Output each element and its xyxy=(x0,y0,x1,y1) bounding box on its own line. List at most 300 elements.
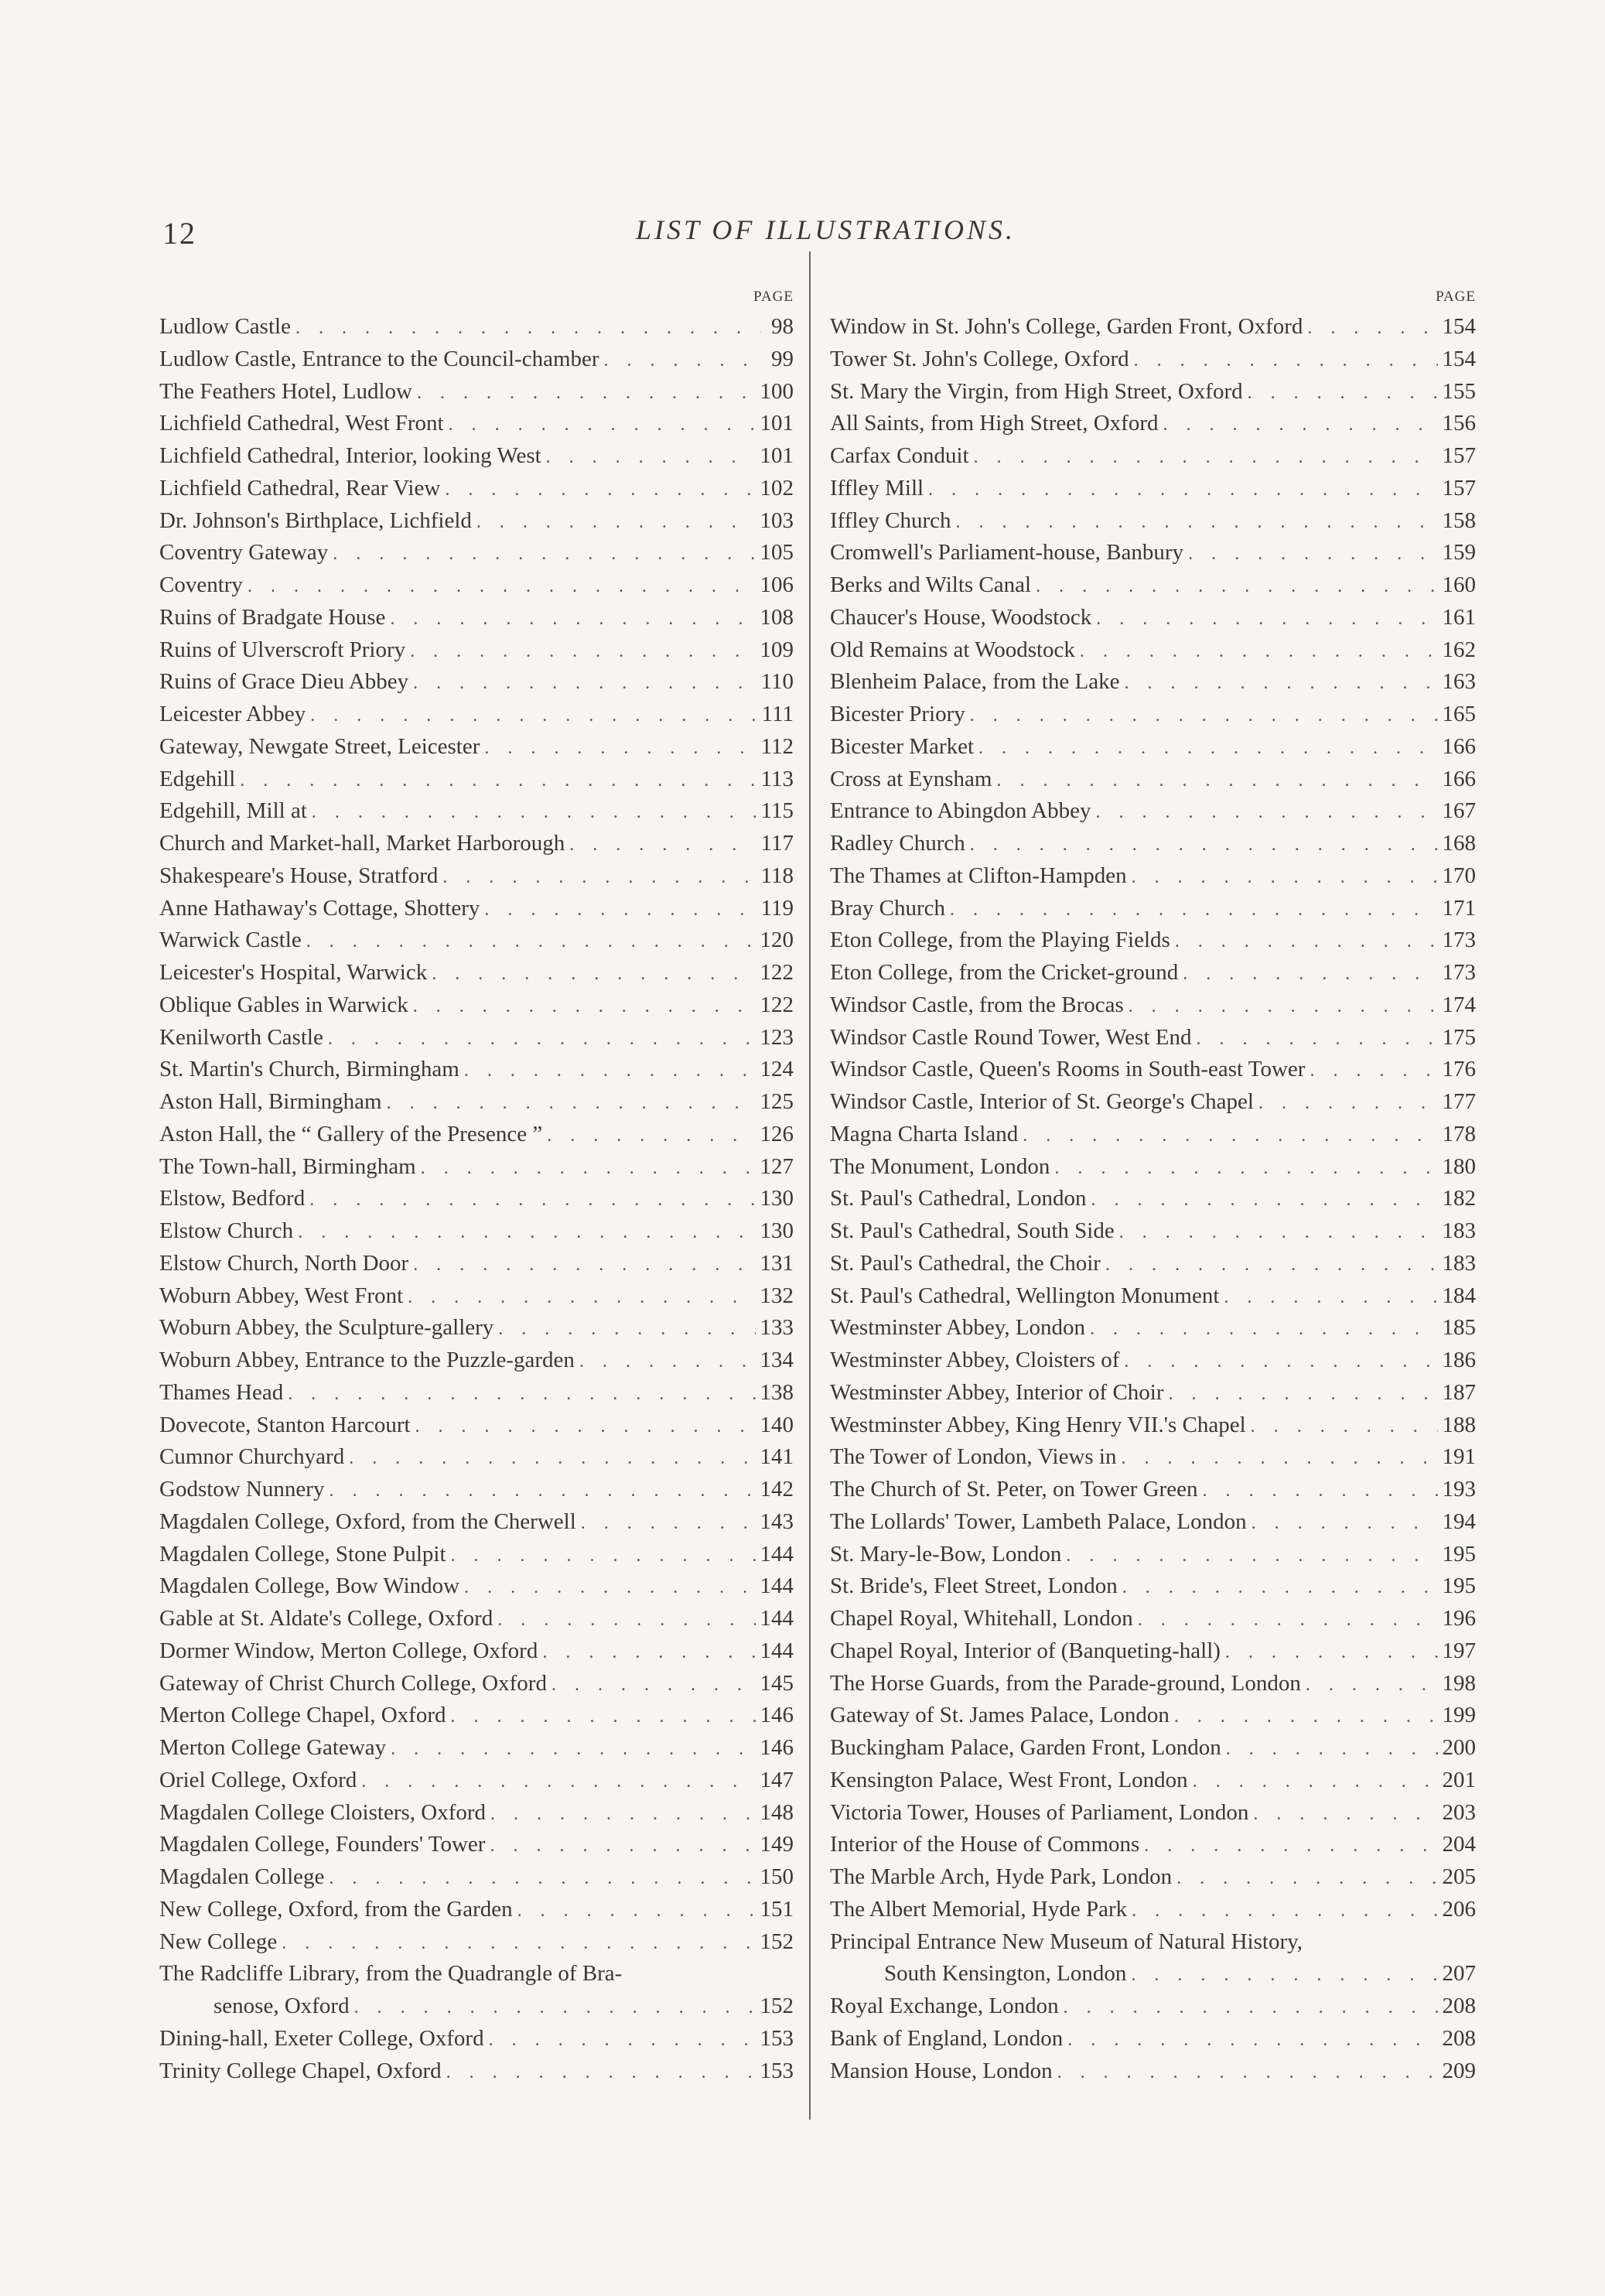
list-item xyxy=(830,408,1476,440)
dot-leader xyxy=(1193,1766,1438,1799)
illustration-title: Westminster Abbey, Cloisters of xyxy=(830,1348,1120,1372)
page-reference: 166 xyxy=(1442,766,1476,791)
list-item xyxy=(830,634,1476,667)
page-reference: 160 xyxy=(1442,572,1476,597)
page-reference: 141 xyxy=(760,1444,794,1470)
list-item xyxy=(830,537,1476,569)
page-column-label: PAGE xyxy=(753,289,794,305)
illustration-title: senose, Oxford xyxy=(213,1994,350,2018)
dot-leader xyxy=(1132,1895,1437,1928)
dot-leader xyxy=(1176,1863,1437,1895)
page-number: 12 xyxy=(162,216,196,251)
list-item xyxy=(830,1280,1476,1313)
illustration-title: Interior of the House of Commons xyxy=(830,1832,1140,1857)
illustration-title: St. Paul's Cathedral, South Side xyxy=(830,1218,1115,1243)
list-item xyxy=(159,343,794,376)
list-item xyxy=(830,1215,1476,1248)
list-item xyxy=(830,2055,1476,2088)
illustration-title: Windsor Castle, Queen's Rooms in South-east Tower xyxy=(830,1057,1306,1082)
list-item xyxy=(830,1506,1476,1539)
illustration-title: St. Paul's Cathedral, the Choir xyxy=(830,1250,1101,1276)
illustration-title: St. Paul's Cathedral, Wellington Monument xyxy=(830,1283,1220,1308)
page-reference: 193 xyxy=(1442,1477,1476,1502)
dot-leader xyxy=(1122,1572,1438,1604)
list-item xyxy=(159,1248,794,1280)
page-reference: 130 xyxy=(760,1218,794,1243)
list-item xyxy=(830,957,1476,989)
illustration-title: Entrance to Abingdon Abbey xyxy=(830,798,1091,824)
list-item xyxy=(159,764,794,796)
page-reference: 110 xyxy=(760,669,794,695)
page-reference: 138 xyxy=(760,1379,794,1405)
illustration-title: St. Bride's, Fleet Street, London xyxy=(830,1573,1118,1599)
page-reference: 156 xyxy=(1442,411,1476,436)
list-item xyxy=(830,311,1476,343)
dot-leader xyxy=(1119,1217,1438,1249)
illustration-title: St. Mary-le-Bow, London xyxy=(830,1541,1062,1567)
column-divider xyxy=(809,251,811,2120)
list-item xyxy=(830,1603,1476,1635)
list-item xyxy=(830,860,1476,893)
list-item xyxy=(830,1119,1476,1151)
dot-leader xyxy=(970,829,1438,862)
list-item xyxy=(159,828,794,860)
page-reference: 157 xyxy=(1442,475,1476,501)
right-column xyxy=(830,285,1476,2087)
list-item xyxy=(159,1506,794,1539)
illustration-title: Blenheim Palace, from the Lake xyxy=(830,669,1120,695)
list-item xyxy=(830,1022,1476,1054)
dot-leader xyxy=(1202,1475,1437,1508)
list-item xyxy=(159,1215,794,1248)
page-reference: 108 xyxy=(760,604,794,630)
list-item xyxy=(159,473,794,505)
list-item xyxy=(830,1248,1476,1280)
page-reference: 119 xyxy=(760,895,794,921)
illustration-list-left xyxy=(159,311,794,2087)
illustration-title: Mansion House, London xyxy=(830,2058,1053,2083)
dot-leader xyxy=(413,991,756,1023)
dot-leader xyxy=(579,1346,756,1379)
page-reference: 203 xyxy=(1442,1799,1476,1825)
illustration-title: Gateway, Newgate Street, Leicester xyxy=(159,733,480,759)
illustration-title: Godstow Nunnery xyxy=(159,1477,325,1502)
illustration-title: Victoria Tower, Houses of Parliament, London xyxy=(830,1799,1249,1825)
page-reference: 195 xyxy=(1442,1573,1476,1599)
page-reference: 113 xyxy=(760,766,794,791)
illustration-title: Leicester Abbey xyxy=(159,702,306,726)
illustration-title: St. Paul's Cathedral, London xyxy=(830,1186,1087,1211)
dot-leader xyxy=(1131,1959,1437,1992)
list-item xyxy=(159,1441,794,1474)
list-item xyxy=(159,1668,794,1700)
dot-leader xyxy=(1090,1314,1437,1346)
dot-leader xyxy=(446,2057,756,2089)
dot-leader xyxy=(1169,1379,1438,1411)
dot-leader xyxy=(1163,409,1437,442)
list-item xyxy=(830,1926,1476,1959)
dot-leader xyxy=(552,1669,756,1702)
page-reference: 158 xyxy=(1442,507,1476,533)
dot-leader xyxy=(581,1508,756,1540)
page-reference: 133 xyxy=(760,1315,794,1341)
illustration-title: Coventry Gateway xyxy=(159,540,329,565)
dot-leader xyxy=(1183,958,1437,991)
dot-leader xyxy=(354,1992,756,2024)
dot-leader xyxy=(1253,1799,1437,1831)
dot-leader xyxy=(542,1637,755,1669)
illustration-title: Gateway of St. James Palace, London xyxy=(830,1703,1170,1728)
page-reference: 166 xyxy=(1442,733,1476,759)
list-item xyxy=(159,1183,794,1215)
illustration-title: New College, Oxford, from the Garden xyxy=(159,1896,513,1922)
dot-leader xyxy=(1054,1153,1437,1185)
page-reference: 130 xyxy=(760,1186,794,1211)
list-item xyxy=(159,1765,794,1797)
dot-leader xyxy=(956,507,1438,539)
list-item xyxy=(830,1829,1476,1861)
illustration-title: Cross at Eynsham xyxy=(830,766,992,791)
list-item xyxy=(830,989,1476,1022)
list-item xyxy=(830,1474,1476,1506)
dot-leader xyxy=(387,1088,756,1120)
illustration-title: Magna Charta Island xyxy=(830,1121,1019,1146)
page-reference: 124 xyxy=(760,1057,794,1082)
dot-leader xyxy=(1307,313,1437,345)
page-reference: 150 xyxy=(760,1864,794,1889)
list-item xyxy=(159,1700,794,1732)
list-item xyxy=(830,343,1476,376)
list-item xyxy=(159,376,794,408)
illustration-title: Iffley Church xyxy=(830,507,951,533)
dot-leader xyxy=(490,1830,755,1863)
illustration-title: Bicester Market xyxy=(830,733,975,759)
illustration-title: The Albert Memorial, Hyde Park xyxy=(830,1896,1128,1922)
illustration-title: The Feathers Hotel, Ludlow xyxy=(159,378,412,404)
dot-leader xyxy=(312,797,756,829)
list-item xyxy=(159,666,794,699)
list-item xyxy=(159,1894,794,1926)
illustration-title: Ludlow Castle, Entrance to the Council-chamber xyxy=(159,346,599,371)
dot-leader xyxy=(1225,1637,1438,1669)
dot-leader xyxy=(484,733,756,765)
page-reference: 126 xyxy=(760,1121,794,1146)
illustration-title: The Town-hall, Birmingham xyxy=(159,1153,416,1179)
dot-leader xyxy=(1306,1669,1438,1702)
illustration-title: Magdalen College, Bow Window xyxy=(159,1573,460,1599)
dot-leader xyxy=(1138,1604,1438,1637)
list-item xyxy=(159,1312,794,1344)
dot-leader xyxy=(1080,636,1438,668)
page-reference: 159 xyxy=(1442,540,1476,565)
page-reference: 109 xyxy=(760,637,794,662)
list-item xyxy=(159,1344,794,1377)
list-item xyxy=(830,1732,1476,1765)
list-item xyxy=(830,1861,1476,1894)
list-item xyxy=(830,1635,1476,1668)
list-item xyxy=(159,1570,794,1603)
page-reference: 98 xyxy=(771,314,794,339)
page-reference: 197 xyxy=(1442,1638,1476,1663)
page-reference: 144 xyxy=(760,1541,794,1567)
list-item xyxy=(159,408,794,440)
page-reference: 186 xyxy=(1442,1348,1476,1372)
list-item xyxy=(159,1539,794,1571)
illustration-title: Magdalen College, Oxford, from the Cherwell xyxy=(159,1508,576,1534)
dot-leader xyxy=(295,313,761,345)
illustration-title: Warwick Castle xyxy=(159,928,302,953)
page-reference: 188 xyxy=(1442,1412,1476,1437)
page-reference: 149 xyxy=(760,1832,794,1857)
dot-leader xyxy=(442,862,756,894)
illustration-title: Aston Hall, Birmingham xyxy=(159,1089,382,1114)
dot-leader xyxy=(408,1282,755,1314)
page-reference: 162 xyxy=(1442,637,1476,662)
list-item xyxy=(159,989,794,1022)
dot-leader xyxy=(413,1249,755,1282)
page-reference: 103 xyxy=(760,507,794,533)
dot-leader xyxy=(451,1540,756,1573)
list-item xyxy=(830,1151,1476,1184)
list-item xyxy=(830,1441,1476,1474)
illustration-title: Windsor Castle, from the Brocas xyxy=(830,992,1124,1017)
illustration-title: Shakespeare's House, Stratford xyxy=(159,863,439,888)
page-reference: 208 xyxy=(1442,2025,1476,2051)
list-item xyxy=(159,1732,794,1765)
list-item xyxy=(830,376,1476,408)
illustration-title: Gateway of Christ Church College, Oxford xyxy=(159,1670,547,1696)
list-item xyxy=(159,1926,794,1959)
illustration-title: Lichfield Cathedral, West Front xyxy=(159,411,444,436)
dot-leader xyxy=(1067,2024,1437,2057)
illustration-title: Radley Church xyxy=(830,831,965,856)
dot-leader xyxy=(329,1475,755,1508)
dot-leader xyxy=(248,571,756,603)
page-reference: 168 xyxy=(1442,831,1476,856)
illustration-title: Iffley Mill xyxy=(830,475,924,501)
illustration-title: Elstow, Bedford xyxy=(159,1186,306,1211)
list-item xyxy=(159,634,794,667)
page-reference: 152 xyxy=(760,1994,794,2018)
page-reference: 117 xyxy=(760,831,794,856)
dot-leader xyxy=(1091,1184,1437,1217)
list-item xyxy=(159,795,794,828)
illustration-title: Elstow Church, North Door xyxy=(159,1250,409,1276)
list-item xyxy=(830,2023,1476,2055)
page-reference: 195 xyxy=(1442,1541,1476,1567)
illustration-title: The Radcliffe Library, from the Quadrangle of Bra- xyxy=(159,1961,623,1987)
page-reference: 183 xyxy=(1442,1250,1476,1276)
illustration-list-right xyxy=(830,311,1476,2087)
dot-leader xyxy=(240,765,756,798)
list-item xyxy=(159,569,794,602)
illustration-title: Edgehill, Mill at xyxy=(159,798,307,824)
illustration-title: Bicester Priory xyxy=(830,702,965,726)
illustration-title: Dormer Window, Merton College, Oxford xyxy=(159,1638,538,1663)
list-item xyxy=(159,1635,794,1668)
list-item xyxy=(159,957,794,989)
page-reference: 157 xyxy=(1442,443,1476,468)
illustration-title: Buckingham Palace, Garden Front, London xyxy=(830,1735,1221,1760)
dot-leader xyxy=(996,765,1437,798)
page-reference: 173 xyxy=(1442,928,1476,953)
illustration-title: Cromwell's Parliament-house, Banbury xyxy=(830,540,1184,565)
list-item xyxy=(159,2055,794,2088)
illustration-title: Church and Market-hall, Market Harborough xyxy=(159,831,565,856)
illustration-title: Woburn Abbey, Entrance to the Puzzle-garden xyxy=(159,1348,575,1372)
page-reference: 102 xyxy=(760,475,794,501)
list-item xyxy=(830,505,1476,538)
illustration-title: Elstow Church xyxy=(159,1218,294,1243)
page-reference: 125 xyxy=(760,1089,794,1114)
dot-leader xyxy=(417,378,756,410)
dot-leader xyxy=(1124,668,1437,700)
illustration-title: Kenilworth Castle xyxy=(159,1024,323,1050)
page-reference: 175 xyxy=(1442,1024,1476,1050)
illustration-title: Westminster Abbey, London xyxy=(830,1315,1086,1341)
illustration-title: The Thames at Clifton-Hampden xyxy=(830,863,1127,888)
page-reference: 183 xyxy=(1442,1218,1476,1243)
illustration-title: Ruins of Grace Dieu Abbey xyxy=(159,669,409,695)
dot-leader xyxy=(497,1604,755,1637)
list-item xyxy=(159,1151,794,1184)
page-reference: 115 xyxy=(760,798,794,824)
dot-leader xyxy=(1252,1508,1438,1540)
list-item xyxy=(830,924,1476,957)
page-reference: 148 xyxy=(760,1799,794,1825)
page-title: LIST OF ILLUSTRATIONS. xyxy=(635,214,1016,245)
page-reference: 207 xyxy=(1442,1961,1476,1987)
page-reference: 144 xyxy=(760,1573,794,1599)
dot-leader xyxy=(445,474,755,507)
illustration-title: Leicester's Hospital, Warwick xyxy=(159,960,428,985)
list-item xyxy=(830,1668,1476,1700)
illustration-title: Eton College, from the Cricket-ground xyxy=(830,960,1179,985)
dot-leader xyxy=(498,1314,755,1346)
illustration-title: Oriel College, Oxford xyxy=(159,1767,357,1792)
list-item xyxy=(159,924,794,957)
illustration-title: Ruins of Bradgate House xyxy=(159,604,386,630)
dot-leader xyxy=(1066,1540,1437,1573)
dot-leader xyxy=(1251,1411,1438,1444)
illustration-title: Carfax Conduit xyxy=(830,443,969,468)
illustration-title: Gable at St. Aldate's College, Oxford xyxy=(159,1606,493,1631)
dot-leader xyxy=(1095,797,1437,829)
illustration-title: The Tower of London, Views in xyxy=(830,1444,1117,1470)
illustration-title: St. Martin's Church, Birmingham xyxy=(159,1057,459,1082)
page-reference: 99 xyxy=(771,346,794,371)
page-reference: 194 xyxy=(1442,1508,1476,1534)
page-reference: 118 xyxy=(760,863,794,888)
illustration-title: The Lollards' Tower, Lambeth Palace, London xyxy=(830,1508,1247,1534)
left-column xyxy=(159,285,794,2087)
dot-leader xyxy=(604,345,761,378)
list-item xyxy=(159,1280,794,1313)
list-item xyxy=(159,1377,794,1409)
dot-leader xyxy=(298,1217,755,1249)
illustration-title: Cumnor Churchyard xyxy=(159,1444,345,1470)
dot-leader xyxy=(490,1799,755,1831)
illustration-title: Windsor Castle, Interior of St. George's Chapel xyxy=(830,1089,1254,1114)
list-item xyxy=(830,1183,1476,1215)
illustration-title: Kensington Palace, West Front, London xyxy=(830,1767,1188,1792)
list-item xyxy=(830,1797,1476,1830)
page-reference: 111 xyxy=(761,702,794,726)
dot-leader xyxy=(546,442,756,474)
dot-leader xyxy=(349,1443,755,1475)
dot-leader xyxy=(1226,1734,1438,1766)
page-reference: 147 xyxy=(760,1767,794,1792)
list-item xyxy=(159,1119,794,1151)
dot-leader xyxy=(1105,1249,1438,1282)
list-item xyxy=(830,1409,1476,1442)
page-reference: 182 xyxy=(1442,1186,1476,1211)
list-item xyxy=(159,893,794,925)
page-reference: 105 xyxy=(760,540,794,565)
dot-leader xyxy=(950,894,1438,927)
page-reference: 145 xyxy=(760,1670,794,1696)
illustration-title: Ludlow Castle xyxy=(159,314,291,339)
page-reference: 101 xyxy=(760,443,794,468)
dot-leader xyxy=(974,442,1438,474)
dot-leader xyxy=(391,1734,755,1766)
illustration-title: Lichfield Cathedral, Rear View xyxy=(159,475,441,501)
dot-leader xyxy=(421,1153,756,1185)
page-reference: 112 xyxy=(760,733,794,759)
dot-leader xyxy=(432,958,755,991)
page-reference: 152 xyxy=(760,1929,794,1954)
list-item xyxy=(830,1958,1476,1990)
list-item xyxy=(159,1797,794,1830)
page-reference: 171 xyxy=(1442,895,1476,921)
dot-leader xyxy=(464,1572,755,1604)
page-reference: 185 xyxy=(1442,1315,1476,1341)
dot-leader xyxy=(333,538,755,571)
illustration-title: Eton College, from the Playing Fields xyxy=(830,928,1170,953)
dot-leader xyxy=(547,1120,755,1153)
dot-leader xyxy=(1310,1055,1437,1088)
dot-leader xyxy=(1175,926,1438,958)
list-item xyxy=(830,1054,1476,1086)
list-item xyxy=(159,2023,794,2055)
page-reference: 142 xyxy=(760,1477,794,1502)
dot-leader xyxy=(1057,2057,1438,2089)
list-item xyxy=(159,860,794,893)
dot-leader xyxy=(1096,603,1437,636)
list-item xyxy=(159,1829,794,1861)
list-item xyxy=(159,1474,794,1506)
list-item xyxy=(830,795,1476,828)
page-reference: 165 xyxy=(1442,702,1476,726)
page-reference: 144 xyxy=(760,1638,794,1663)
dot-leader xyxy=(1134,345,1438,378)
list-item xyxy=(830,893,1476,925)
page-reference: 101 xyxy=(760,411,794,436)
dot-leader xyxy=(288,1379,755,1411)
dot-leader xyxy=(1023,1120,1437,1153)
page-reference: 100 xyxy=(760,378,794,404)
list-item xyxy=(159,440,794,473)
dot-leader xyxy=(489,2024,756,2057)
list-item xyxy=(159,505,794,538)
page-reference: 120 xyxy=(760,928,794,953)
illustration-title: Dining-hall, Exeter College, Oxford xyxy=(159,2025,484,2051)
illustration-title: Thames Head xyxy=(159,1379,284,1405)
dot-leader xyxy=(1188,538,1437,571)
illustration-title: St. Mary the Virgin, from High Street, Oxford xyxy=(830,378,1243,404)
dot-leader xyxy=(413,668,756,700)
page-reference: 206 xyxy=(1442,1896,1476,1922)
